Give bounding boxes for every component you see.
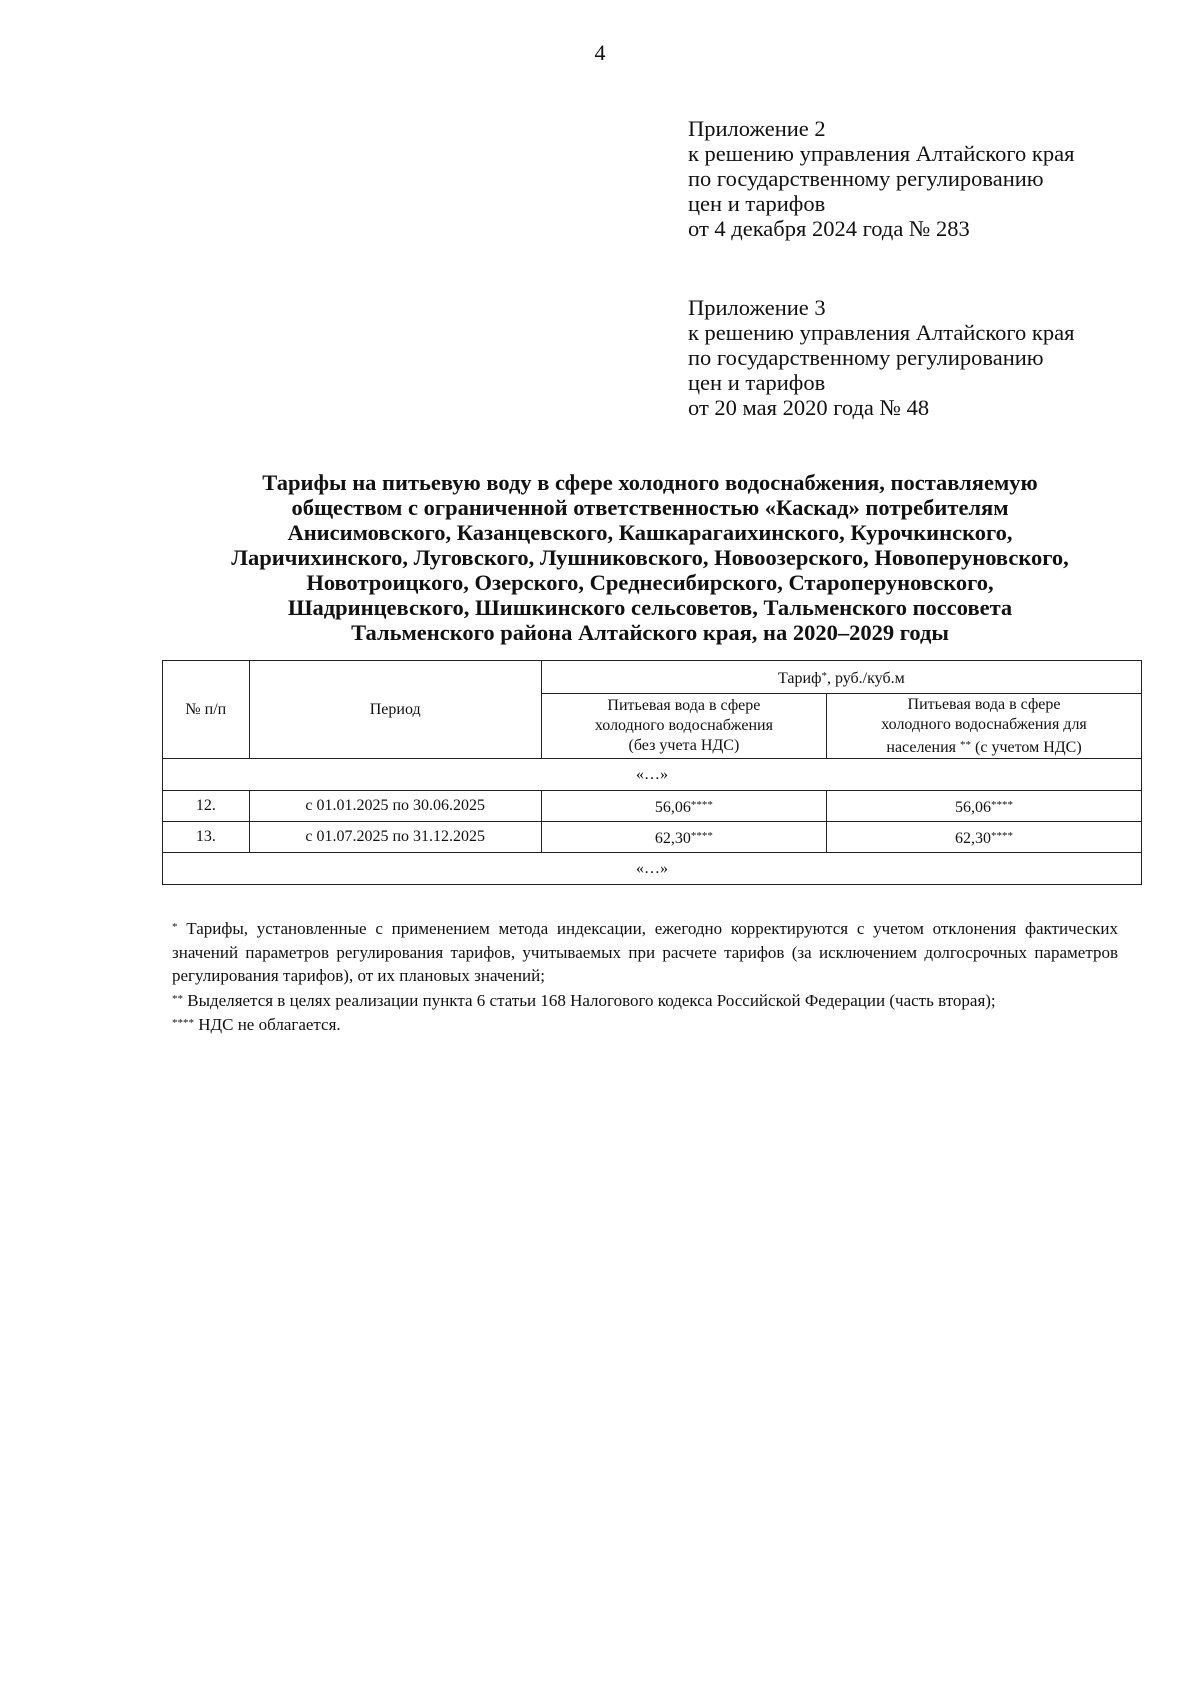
row-tariff-population	[827, 791, 1142, 822]
header-tariff-no-vat	[541, 694, 826, 759]
header-line: холодного водоснабжения для	[881, 715, 1087, 733]
footnote-text: НДС не облагается.	[194, 1015, 341, 1034]
appendix-line: цен и тарифов	[688, 370, 826, 395]
appendix-line: по государственному регулированию	[688, 166, 1044, 191]
appendix-line: от 4 декабря 2024 года № 283	[688, 216, 970, 241]
title-line: Новотроицкого, Озерского, Среднесибирского, Староперуновского,	[306, 570, 994, 595]
ellipsis-cell: «…»	[163, 853, 1142, 885]
row-tariff-population	[827, 822, 1142, 853]
footnote-mark: ****	[690, 829, 713, 842]
row-tariff-no-vat	[541, 822, 826, 853]
appendix-line: к решению управления Алтайского края	[688, 141, 1075, 166]
header-line	[833, 735, 1135, 758]
title-line: Ларичихинского, Луговского, Лушниковского, Новоозерского, Новоперуновского,	[231, 545, 1069, 570]
footnote-mark: **	[172, 992, 183, 1005]
title-line: Тальменского района Алтайского края, на 2020–2029 годы	[351, 620, 949, 645]
appendix-line: цен и тарифов	[688, 191, 826, 216]
footnote-mark: ****	[172, 1017, 194, 1029]
appendix-line: по государственному регулированию	[688, 345, 1044, 370]
header-line: Питьевая вода в сфере	[907, 695, 1061, 713]
header-line: холодного водоснабжения	[594, 717, 773, 734]
footnote	[172, 1012, 1118, 1037]
appendix-line: от 20 мая 2020 года № 48	[688, 395, 930, 420]
appendix-3-header	[688, 295, 1168, 420]
header-tariff-population	[827, 694, 1142, 759]
appendix-line: Приложение 2	[688, 116, 826, 141]
footnote-mark: **	[960, 738, 972, 751]
document-title	[160, 470, 1140, 645]
title-line: Анисимовского, Казанцевского, Кашкарагаихинского, Курочкинского,	[287, 520, 1013, 545]
ellipsis-row	[163, 759, 1142, 791]
row-period: с 01.07.2025 по 31.12.2025	[249, 822, 541, 853]
table-row	[163, 822, 1142, 853]
appendix-line: к решению управления Алтайского края	[688, 320, 1075, 345]
title-line: Шадринцевского, Шишкинского сельсоветов, Тальменского поссовета	[287, 595, 1013, 620]
tariff-value: 62,30	[955, 829, 992, 847]
title-line: Тарифы на питьевую воду в сфере холодного водоснабжения, поставляемую	[262, 470, 1038, 495]
header-line-part: населения	[886, 738, 961, 756]
header-line-part: (с учетом НДС)	[971, 738, 1082, 756]
appendix-line: Приложение 3	[688, 295, 826, 320]
header-line: (без учета НДС)	[628, 737, 740, 754]
footnote-mark: ****	[690, 798, 713, 811]
row-num: 13.	[163, 822, 250, 853]
header-period: Период	[249, 661, 541, 759]
table-row	[163, 791, 1142, 822]
footnote-text: Тарифы, установленные с применением метода индексации, ежегодно корректируются с учетом отклонения фактических значений параметров регулирования тарифов, учитываемых при расчете тарифов (за исключением долгосрочных параметров регулирования тарифов), от их плановых значений;	[172, 919, 1118, 985]
tariff-value: 62,30	[654, 829, 691, 847]
title-line: обществом с ограниченной ответственностью «Каскад» потребителям	[291, 495, 1009, 520]
page-number: 4	[594, 40, 606, 65]
footnote-mark: ****	[991, 829, 1014, 842]
appendix-2-header	[688, 116, 1168, 241]
footnote	[172, 988, 1118, 1013]
header-num: № п/п	[163, 661, 250, 759]
tariff-value: 56,06	[955, 798, 992, 816]
ellipsis-row	[163, 853, 1142, 885]
footnote-mark: *	[821, 669, 827, 682]
footnote-text: Выделяется в целях реализации пункта 6 статьи 168 Налогового кодекса Российской Федерации (часть вторая);	[183, 990, 996, 1010]
ellipsis-cell: «…»	[163, 759, 1142, 791]
header-line: Питьевая вода в сфере	[607, 697, 761, 714]
row-tariff-no-vat	[541, 791, 826, 822]
tariff-value: 56,06	[654, 798, 691, 816]
row-period: с 01.01.2025 по 30.06.2025	[249, 791, 541, 822]
footnote-mark: ****	[991, 798, 1014, 811]
footnote	[172, 916, 1118, 988]
header-tariff-label: Тариф	[778, 669, 822, 687]
tariff-table	[162, 660, 1142, 885]
footnotes	[172, 916, 1118, 1037]
table-header-row	[163, 661, 1142, 694]
header-tariff	[541, 661, 1141, 694]
footnote-mark: *	[172, 921, 178, 933]
row-num: 12.	[163, 791, 250, 822]
header-tariff-unit: , руб./куб.м	[826, 669, 905, 687]
